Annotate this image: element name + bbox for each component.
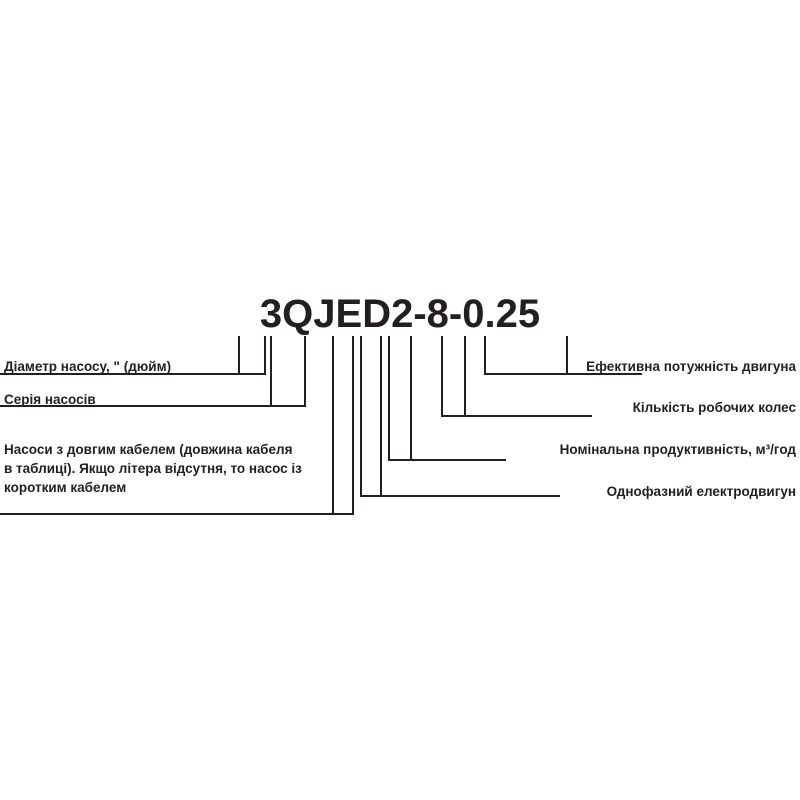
- leader-nominal-capacity-left: [388, 336, 390, 460]
- label-impeller-count: [396, 398, 796, 417]
- label-nominal-capacity-text: Номінальна продуктивність, м³/год: [559, 442, 796, 457]
- label-long-cable-text: Насоси з довгим кабелем (довжина кабеля в таблиці). Якщо літера відсутня, то насос із коротким кабелем: [4, 442, 302, 495]
- leader-single-phase-left: [360, 336, 362, 496]
- label-single-phase-motor-text: Однофазний електродвигун: [606, 484, 796, 499]
- leader-long-cable-left: [332, 336, 334, 514]
- leader-pump-diameter-tick: [264, 336, 266, 374]
- label-pump-series-text: Серія насосів: [4, 392, 96, 407]
- label-impeller-count-text: Кількість робочих колес: [632, 400, 796, 415]
- leader-pump-series-horizontal: [270, 405, 306, 407]
- label-single-phase-motor: [396, 482, 796, 501]
- leader-pump-series-right: [304, 336, 306, 406]
- label-nominal-capacity: [396, 440, 796, 459]
- leader-single-phase-right: [380, 336, 382, 496]
- label-motor-power-text: Ефективна потужність двигуна: [586, 359, 796, 374]
- label-pump-series: [4, 390, 264, 409]
- label-pump-diameter: [4, 357, 264, 376]
- product-code: 3QJED2-8-0.25: [259, 292, 541, 336]
- leader-nominal-capacity-stem: [408, 459, 506, 461]
- leader-long-cable-right: [352, 336, 354, 514]
- leader-long-cable-horizontal: [332, 513, 354, 515]
- label-motor-power: [396, 357, 796, 376]
- label-long-cable: [4, 440, 304, 497]
- leader-pump-series-left: [270, 336, 272, 406]
- leader-long-cable-stem: [0, 513, 334, 515]
- label-pump-diameter-text: Діаметр насосу, " (дюйм): [4, 359, 172, 374]
